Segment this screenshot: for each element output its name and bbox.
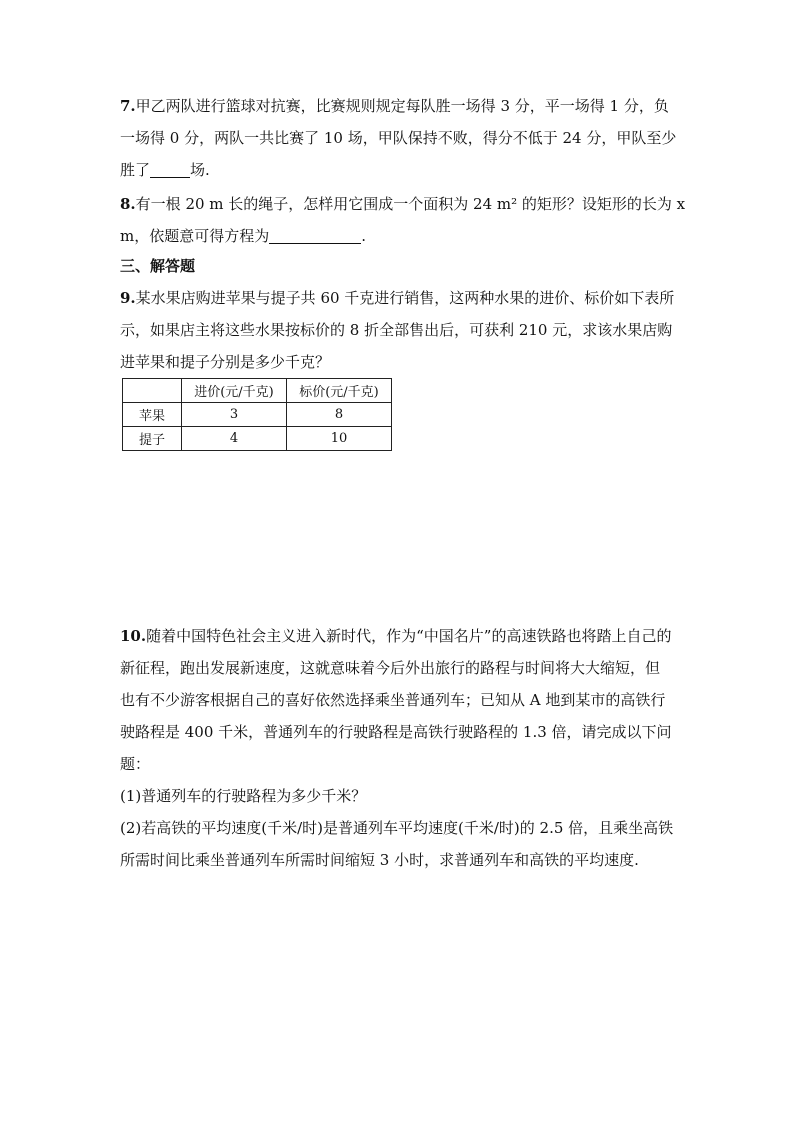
question-10 [120, 620, 700, 876]
question-7-line-3: 胜了 场. [120, 161, 210, 179]
question-10-sub-2-line-2: 所需时间比乘坐普通列车所需时间缩短 3 小时，求普通列车和高铁的平均速度. [120, 851, 639, 869]
table-cell: 10 [287, 427, 392, 451]
question-7-line-2: 一场得 0 分，两队一共比赛了 10 场，甲队保持不败，得分不低于 24 分，甲队至少 [120, 129, 677, 147]
question-7-line-1: 7.甲乙两队进行篮球对抗赛，比赛规则规定每队胜一场得 3 分，平一场得 1 分，负 [120, 97, 669, 115]
question-8-line-1: 8.有一根 20 m 长的绳子，怎样用它围成一个面积为 24 m² 的矩形？设矩形的长为 x [120, 195, 686, 213]
question-10-line-2: 新征程，跑出发展新速度，这就意味着今后外出旅行的路程与时间将大大缩短，但 [120, 659, 661, 677]
question-7 [120, 90, 700, 186]
table-cell: 3 [182, 403, 287, 427]
table-header-row [123, 379, 392, 403]
section-heading: 三、解答题 [120, 257, 196, 275]
answer-blank-q8 [269, 225, 361, 244]
question-9-number: 9. [120, 289, 136, 307]
price-table [122, 378, 392, 451]
question-9-line-1: 9.某水果店购进苹果与提子共 60 千克进行销售，这两种水果的进价、标价如下表所 [120, 289, 675, 307]
question-10-line-1: 10.随着中国特色社会主义进入新时代，作为“中国名片”的高速铁路也将踏上自己的 [120, 627, 672, 645]
table-cell: 苹果 [123, 403, 182, 427]
question-9-line-2: 示，如果店主将这些水果按标价的 8 折全部售出后，可获利 210 元，求该水果店购 [120, 321, 673, 339]
question-8-line-2: m，依题意可得方程为 . [120, 227, 367, 245]
table-cell: 8 [287, 403, 392, 427]
table-header-cell: 标价(元/千克) [287, 379, 392, 403]
question-8-number: 8. [120, 195, 136, 213]
question-8 [120, 188, 700, 252]
table-row [123, 403, 392, 427]
question-9-line-3: 进苹果和提子分别是多少千克？ [120, 353, 331, 371]
question-10-line-3: 也有不少游客根据自己的喜好依然选择乘坐普通列车；已知从 A 地到某市的高铁行 [120, 691, 666, 709]
table-cell: 提子 [123, 427, 182, 451]
question-7-number: 7. [120, 97, 136, 115]
question-9 [120, 282, 700, 378]
table-header-cell [123, 379, 182, 403]
question-10-line-5: 题： [120, 755, 151, 773]
table-header-cell: 进价(元/千克) [182, 379, 287, 403]
question-10-number: 10. [120, 627, 147, 645]
question-10-line-4: 驶路程是 400 千米，普通列车的行驶路程是高铁行驶路程的 1.3 倍，请完成以下问 [120, 723, 672, 741]
table-row [123, 427, 392, 451]
table-cell: 4 [182, 427, 287, 451]
question-10-sub-1: (1)普通列车的行驶路程为多少千米？ [120, 787, 367, 805]
answer-blank-q7 [150, 159, 190, 178]
question-10-sub-2-line-1: (2)若高铁的平均速度(千米/时)是普通列车平均速度(千米/时)的 2.5 倍，且乘坐高铁 [120, 819, 674, 837]
